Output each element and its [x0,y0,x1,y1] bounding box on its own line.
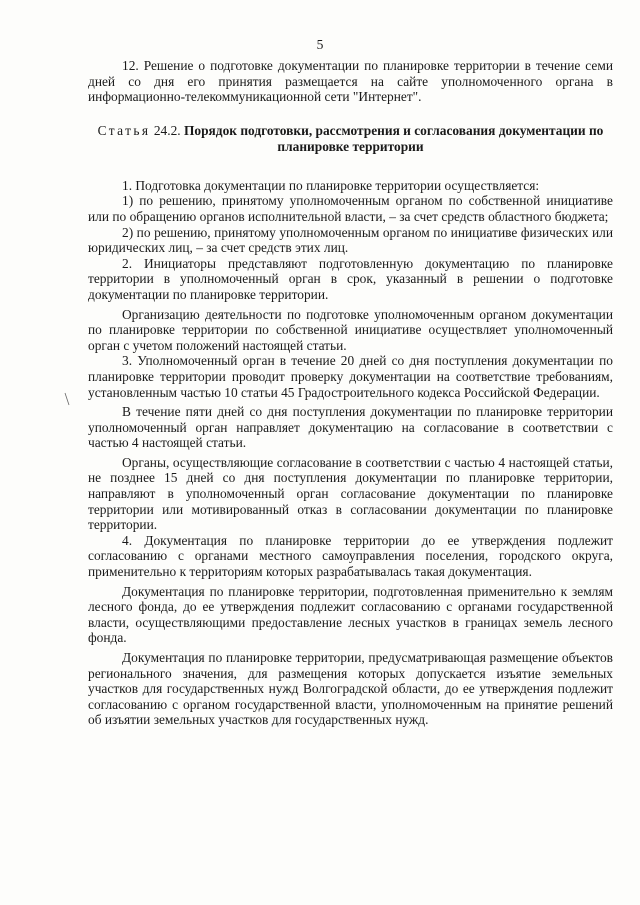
paragraph: Документация по планировке территории, предусматривающая размещение объектов регионального значения, для размещения которых допускается изъятие земельных участков для государственных нужд Волгоградской области, до ее утверждения подлежит согласованию с органом государственной власти, уполномоченным на принятие решений об изъятии земельных участков для государственных нужд. [88,650,613,728]
article-number: 24.2. [153,122,181,138]
paragraph: 2) по решению, принятому уполномоченным органом по инициативе физических или юридических лиц, – за счет средств этих лиц. [88,224,613,256]
paragraph: 1. Подготовка документации по планировке территории осуществляется: [122,177,540,193]
paragraph: 1) по решению, принятому уполномоченным органом по собственной инициативе или по обращению органов исполнительной власти, – за счет средств областного бюджета; [88,193,613,224]
paragraph: Организацию деятельности по подготовке уполномоченным органом документации по планировке территории по собственной инициативе осуществляет уполномоченный орган с учетом положений настоящей статьи. [88,306,613,353]
paragraph: Органы, осуществляющие согласование в соответствии с частью 4 настоящей статьи, не позднее 15 дней со дня поступления документации по планировке территории, направляют в уполномоченный орган согласование документации по планировке территории или мотивированный отказ в согласовании документации по планировке территории. [88,454,613,533]
paragraph: 3. Уполномоченный орган в течение 20 дней со дня поступления документации по планировке территории проводит проверку документации на соответствие требованиям, установленным частью 10 статьи 45 Градостроительного кодекса Российской Федерации. [88,353,613,400]
paragraph: Документация по планировке территории, подготовленная применительно к землям лесного фонда, до ее утверждения подлежит согласованию с органами государственной власти, осуществляющими предоставление лесных участков в границах земель лесного фонда. [88,583,613,646]
page-number: 5 [316,37,324,52]
margin-mark [64,392,70,406]
article-title: Порядок подготовки, рассмотрения и согласования документации по планировке территории [184,122,604,155]
paragraph: В течение пяти дней со дня поступления документации по планировке территории уполномоченный орган направляет документацию на согласование в соответствии с частью 4 настоящей статьи. [88,404,613,451]
article-label: Статья [97,122,151,138]
document-body [88,58,613,728]
paragraph-12: 12. Решение о подготовке документации по планировке территории в течение семи дней со дня его принятия размещается на сайте уполномоченного органа в информационно-телекоммуникационной сети "Интернет". [88,58,613,105]
paragraph: 4. Документация по планировке территории до ее утверждения подлежит согласованию с органами местного самоуправления поселения, городского округа, применительно к территориям которых разрабатывалась такая документация. [88,532,613,580]
paragraph: 2. Инициаторы представляют подготовленную документацию по планировке территории в уполномоченный орган в срок, указанный в решении о подготовке документации по планировке территории. [88,255,613,302]
article-heading [88,123,613,156]
